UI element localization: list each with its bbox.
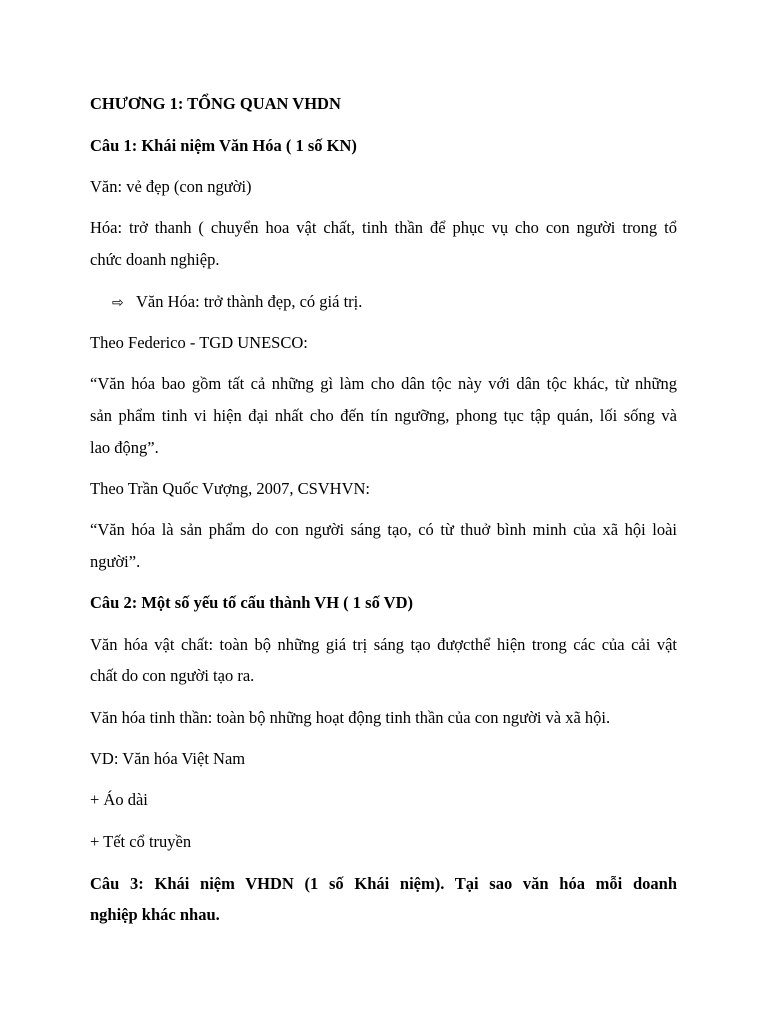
van-definition: Văn: vẻ đẹp (con người)	[90, 177, 252, 196]
question-2-heading: Câu 2: Một số yếu tố cấu thành VH ( 1 số VD)	[90, 593, 413, 612]
example-item-ao-dai: + Áo dài	[90, 790, 148, 809]
example-heading: VD: Văn hóa Việt Nam	[90, 749, 246, 768]
material-culture-line-1: Văn hóa vật chất: toàn bộ những giá trị sáng tạo đượcthể hiện trong các của cải vật	[90, 635, 677, 654]
chapter-title: CHƯƠNG 1: TỔNG QUAN VHDN	[90, 94, 341, 113]
example-item-tet: + Tết cổ truyền	[90, 832, 192, 851]
federico-source: Theo Federico - TGD UNESCO:	[90, 333, 308, 352]
question-3-heading-line-2: nghiệp khác nhau.	[90, 905, 220, 924]
right-arrow-icon: ⇨	[112, 295, 124, 311]
spiritual-culture: Văn hóa tinh thần: toàn bộ những hoạt động tinh thần của con người và xã hội.	[90, 708, 611, 727]
tran-source: Theo Trần Quốc Vượng, 2007, CSVHVN:	[90, 479, 371, 498]
federico-quote-line-1: “Văn hóa bao gồm tất cả những gì làm cho dân tộc này với dân tộc khác, từ những	[90, 374, 677, 393]
conclusion-bullet	[112, 292, 699, 313]
conclusion-text: Văn Hóa: trở thành đẹp, có giá trị.	[136, 292, 363, 311]
tran-quote-line-1: “Văn hóa là sản phẩm do con người sáng tạo, có từ thuở bình minh của xã hội loài	[90, 520, 677, 539]
material-culture-line-2: chất do con người tạo ra.	[90, 666, 255, 685]
federico-quote-line-2: sản phẩm tinh vi hiện đại nhất cho đến tín ngưỡng, phong tục tập quán, lối sống và	[90, 406, 677, 425]
question-3-heading-line-1: Câu 3: Khái niệm VHDN (1 số Khái niệm). Tại sao văn hóa mỗi doanh	[90, 874, 677, 893]
hoa-definition-line-1: Hóa: trở thanh ( chuyển hoa vật chất, tinh thần để phục vụ cho con người trong tổ	[90, 218, 677, 237]
federico-quote-line-3: lao động”.	[90, 438, 159, 457]
tran-quote-line-2: người”.	[90, 552, 141, 571]
hoa-definition-line-2: chức doanh nghiệp.	[90, 250, 220, 269]
question-1-heading: Câu 1: Khái niệm Văn Hóa ( 1 số KN)	[90, 136, 357, 155]
